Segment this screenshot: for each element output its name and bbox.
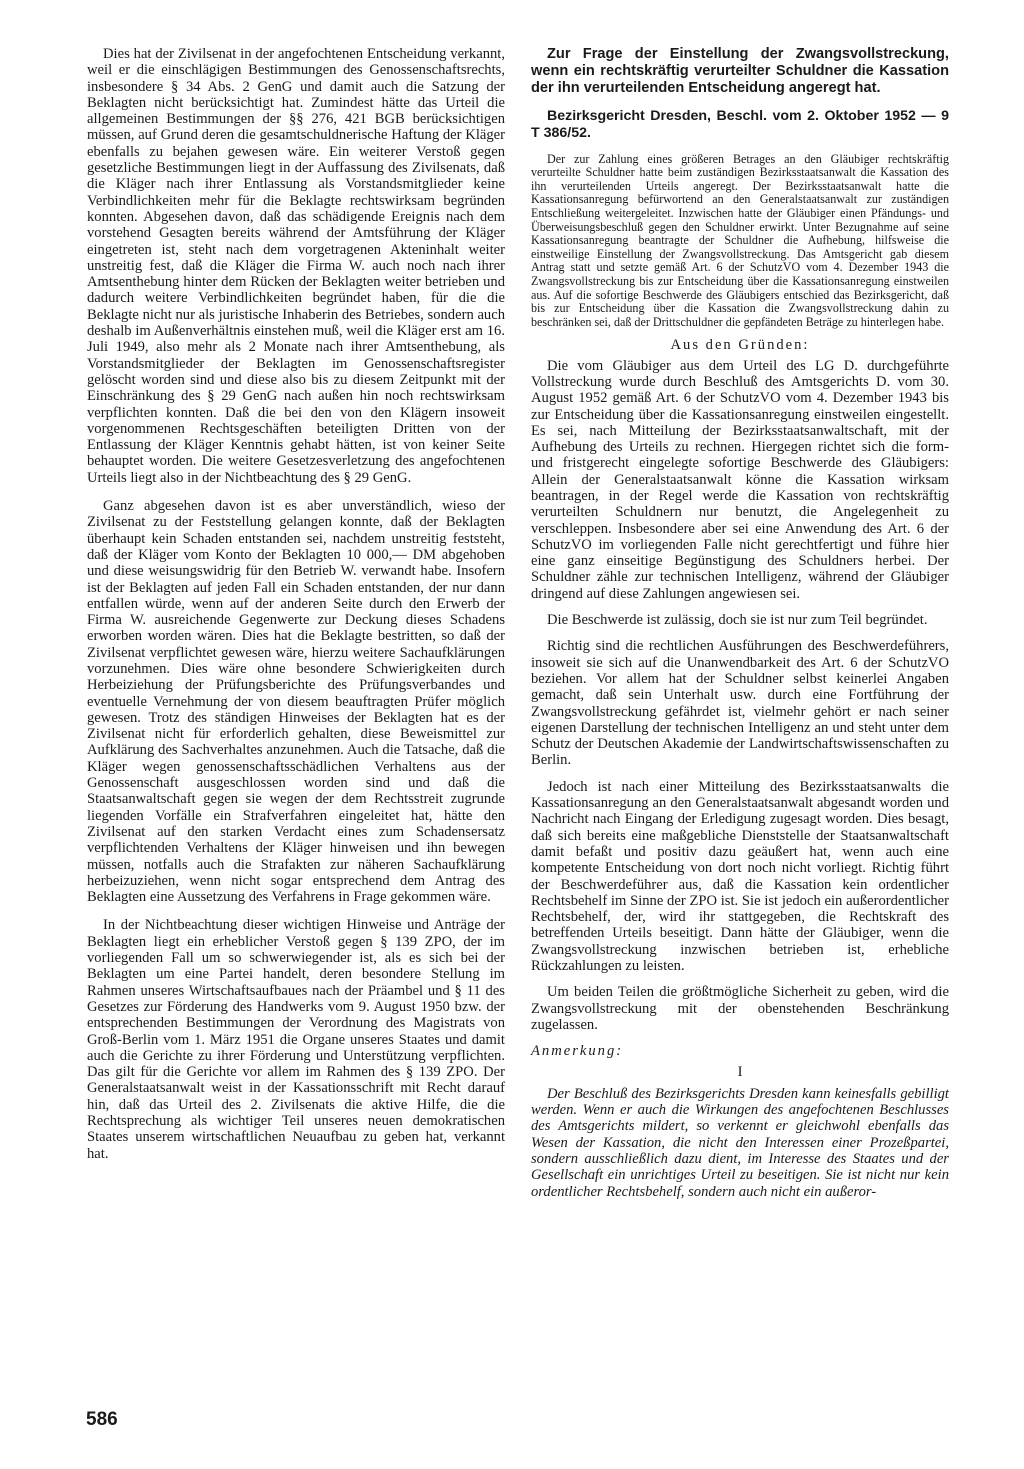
right-column [531, 46, 949, 1212]
case-source: Bezirksgericht Dresden, Beschl. vom 2. Oktober 1952 — 9 T 386/52. [531, 107, 949, 142]
case-summary: Der zur Zahlung eines größeren Betrages an den Gläubiger rechtskräftig verurteilte Schuldner hatte beim zuständigen Bezirksstaatsanwalt die Kassation des ihn verurteilenden Urteils angeregt. Der Bezirksstaatsanwalt hatte die Kassationsanregung befürwortend an den Generalstaatsanwalt zur zuständigen Entschließung weitergeleitet. Inzwischen hatte der Gläubiger einen Pfändungs- und Überweisungsbeschluß gegen den Schuldner erwirkt. Unter Bezugnahme auf seine Kassationsanregung beantragte der Schuldner die Aufhebung, hilfsweise die einstweilige Einstellung der Zwangsvollstreckung. Das Amtsgericht gab diesem Antrag statt und setzte gemäß Art. 6 der SchutzVO vom 4. Dezember 1943 die Zwangsvollstreckung bis zur Entscheidung über die Kassationsanregung einstweilen aus. Auf die sofortige Beschwerde des Gläubigers entschied das Bezirksgericht, daß bis zur Entscheidung über die Kassation die Zwangsvollstreckung dahin zu beschränken sei, daß der Drittschuldner die gepfändeten Beträge zu hinterlegen habe. [531, 151, 949, 329]
left-column [87, 46, 505, 1174]
annotation-heading: Anmerkung: [531, 1043, 624, 1060]
body-paragraph: Jedoch ist nach einer Mitteilung des Bezirksstaatsanwalts die Kassationsanregung an den Generalstaatsanwalt abgesandt worden und Nachricht nach Eingang der Erledigung zugesagt worden. Dies besagt, daß sich bereits eine maßgebliche Dienststelle der Staatsanwaltschaft damit befaßt und positiv dazu geäußert hat, wenn auch eine kompetente Entscheidung von dort noch nicht vorliegt. Richtig führt der Beschwerdeführer aus, daß die Kassation kein ordentlicher Rechtsbehelf im Sinne der ZPO ist. Sie ist jedoch ein außerordentlicher Rechtsbehelf, der, wird ihr stattgegeben, die Rechtskraft des betreffenden Urteils beseitigt. Dann hätte der Gläubiger, wenn die Zwangsvollstreckung inzwischen betrieben ist, erhebliche Rückzahlungen zu leisten. [531, 778, 949, 975]
section-heading: Aus den Gründen: [670, 337, 810, 354]
body-paragraph: Dies hat der Zivilsenat in der angefochtenen Entscheidung verkannt, weil er die einschlägigen Bestimmungen des Genossenschaftsrechts, insbesondere § 34 Abs. 2 GenG und damit auch die Satzung der Beklagten nicht berücksichtigt hat. Zumindest hätte das Urteil die allgemeinen Bestimmungen der §§ 276, 421 BGB berücksichtigen müssen, auf Grund deren die gesamtschuldnerische Haftung der Kläger ebenfalls zu bejahen gewesen wäre. Ein weiterer Verstoß gegen gesetzliche Bestimmungen liegt in der Auffassung des Zivilsenats, daß die Kläger nach ihrer Entlassung als Vorstandsmitglieder keine Verbindlichkeiten mehr für die Beklagte rechtswirksam begründen konnten. Abgesehen davon, daß das schädigende Ereignis nach dem vorstehend Gesagten bereits während der Amtsführung der Kläger eingetreten ist, steht nach dem vorgetragenen Akteninhalt weiter unstreitig fest, daß die Kläger die Firma W. auch noch nach ihrer Amtsenthebung hinter dem Rücken der Beklagten weiter betrieben und dadurch weitere Verbindlichkeiten begründet haben, für die die Beklagte nicht nur als juristische Inhaberin des Betriebes, sondern auch deshalb im Außenverhältnis einstehen muß, weil die Kläger erst am 16. Juli 1949, also mehr als 2 Monate nach ihrer Amtsenthebung, als Vorstandsmitglieder der Beklagten im Genossenschaftsregister gelöscht worden sind und diese also bis zu diesem Zeitpunkt mit der Einschränkung des § 29 GenG nach außen hin noch rechtswirksam verpflichten konnten. Daß die bei den von den Klägern insoweit vorgenommenen Rechtsgeschäften beteiligten Dritten von der Entlassung der Kläger Kenntnis gehabt hätten, ist von keiner Seite behauptet worden. Die weitere Gesetzesverletzung des angefochtenen Urteils liegt also in der Nichtbeachtung des § 29 GenG. [87, 46, 505, 486]
body-paragraph: Ganz abgesehen davon ist es aber unverständlich, wieso der Zivilsenat zu der Feststellung gelangen konnte, daß der Beklagten überhaupt kein Schaden entstanden sei, nachdem unstreitig feststeht, daß der Kläger vom Konto der Beklagten 10 000,— DM abgehoben und diese weisungswidrig für den Betrieb W. verwandt habe. Insofern ist der Beklagten auf jeden Fall ein Schaden entstanden, der nur dann entfallen würde, wenn auf der anderen Seite durch den Erwerb der Firma W. ausreichende Gegenwerte zur Deckung dieses Schadens erworben worden wären. Dies hat die Beklagte bestritten, so daß der Zivilsenat verpflichtet gewesen wäre, hierzu weitere Sachaufklärungen vorzunehmen. Dies wäre ohne besondere Schwierigkeiten durch Herbeiziehung der Prüfungsberichte des Prüfungsverbandes und eventuelle Vernehmung der von diesem beauftragten Prüfer möglich gewesen. Trotz des ständigen Hinweises der Beklagten hat es der Zivilsenat nicht für erforderlich gehalten, diese Beweismittel zur Aufklärung des Sachverhaltes anzunehmen. Auch die Tatsache, daß die Kläger wegen genossenschaftsschädlichen Verhaltens aus der Genossenschaft ausgeschlossen worden sind und daß die Staatsanwaltschaft gegen sie wegen der dem Rechtsstreit zugrunde liegenden Vorfälle ein Strafverfahren eingeleitet hat, hätte den Zivilsenat auf den starken Verdacht eines zum Schadensersatz verpflichtenden Verhaltens der Kläger hinweisen und ihn bewegen müssen, notfalls auch die Strafakten zur näheren Sachaufklärung herbeizuziehen, wenn nicht sogar entsprechend dem Antrag des Beklagten eine Aussetzung des Verfahrens in Frage gekommen wäre. [87, 498, 505, 906]
body-paragraph: Die vom Gläubiger aus dem Urteil des LG D. durchgeführte Vollstreckung wurde durch Beschluß des Amtsgerichts D. vom 30. August 1952 gemäß Art. 6 der SchutzVO vom 4. Dezember 1943 bis zur Entscheidung über die Kassationsanregung einstweilen eingestellt. Es sei, nach Mitteilung der Bezirksstaatsanwaltschaft, mit der Aufhebung des Urteils zu rechnen. Hiergegen richtet sich die form- und fristgerecht eingelegte sofortige Beschwerde des Gläubigers: Allein der Generalstaatsanwalt könne die Kassation wirksam beantragen, in der Regel werde die Kassation von rechtskräftig verurteilten Schuldnern nur benutzt, die Angelegenheit zu verschleppen. Insbesondere aber sei eine Anwendung des Art. 6 der SchutzVO im vorliegenden Falle nicht gerechtfertigt und führe hier eine ganz einseitige Begünstigung des Schuldners herbei. Der Schuldner zähle zur technischen Intelligenz, während der Gläubiger dringend auf diese Zahlungen angewiesen sei. [531, 357, 949, 602]
body-paragraph: Um beiden Teilen die größtmögliche Sicherheit zu geben, wird die Zwangsvollstreckung mit der obenstehenden Beschränkung zugelassen. [531, 984, 949, 1033]
body-paragraph: Richtig sind die rechtlichen Ausführungen des Beschwerdeführers, insoweit sie sich auf die Unanwendbarkeit des Art. 6 der SchutzVO beziehen. Vor allem hat der Schuldner selbst keinerlei Angaben gemacht, daß sein Unterhalt usw. durch eine Fortführung der Zwangsvollstreckung gefährdet ist, vielmehr gehört er nach seiner eigenen Darstellung der technischen Intelligenz an und steht unter dem Schutz der Deutschen Akademie der Landwirtschaftswissenschaften zu Berlin. [531, 638, 949, 769]
annotation-paragraph: Der Beschluß des Bezirksgerichts Dresden kann keinesfalls gebilligt werden. Wenn er auch die Wirkungen des angefochtenen Beschlusses des Amtsgerichts mildert, so verkennt er gleichwohl ebenfalls das Wesen der Kassation, die nicht den Interessen einer Prozeßpartei, sondern ausschließlich dazu dient, im Interesse des Staates und der Gesellschaft ein unrichtiges Urteil zu beseitigen. Sie ist nicht nur kein ordentlicher Rechtsbehelf, sondern auch nicht ein außeror- [531, 1085, 949, 1200]
case-title: Zur Frage der Einstellung der Zwangsvollstreckung, wenn ein rechtskräftig verurteilter Schuldner die Kassation der ihn verurteilenden Entscheidung angeregt hat. [531, 46, 949, 97]
body-paragraph: In der Nichtbeachtung dieser wichtigen Hinweise und Anträge der Beklagten liegt ein erheblicher Verstoß gegen § 139 ZPO, der im vorliegenden Fall um so schwerwiegender ist, als es sich bei der Beklagten um eine Partei handelt, deren besondere Stellung im Rahmen unseres Wirtschaftsaufbaues nach der Präambel und § 11 des Gesetzes zur Förderung des Handwerks vom 9. August 1950 bzw. der entsprechenden Bestimmungen der Verordnung des Magistrats von Groß-Berlin vom 1. März 1951 die Organe unseres Staates und damit auch die Gerichte zu ihrer Förderung und Unterstützung verpflichten. Das gilt für die Gerichte vor allem im Rahmen des § 139 ZPO. Der Generalstaatsanwalt weist in der Kassationsschrift mit Recht darauf hin, daß das Urteil des 2. Zivilsenats die aktive Hilfe, die die Rechtsprechung als wichtiger Teil unseres neuen demokratischen Staates unserem wirtschaftlichen Neuaufbau zu geben hat, verkannt hat. [87, 917, 505, 1162]
body-paragraph: Die Beschwerde ist zulässig, doch sie ist nur zum Teil begründet. [547, 612, 928, 629]
annotation-section-number: I [737, 1063, 743, 1080]
page-number: 586 [86, 1409, 118, 1430]
